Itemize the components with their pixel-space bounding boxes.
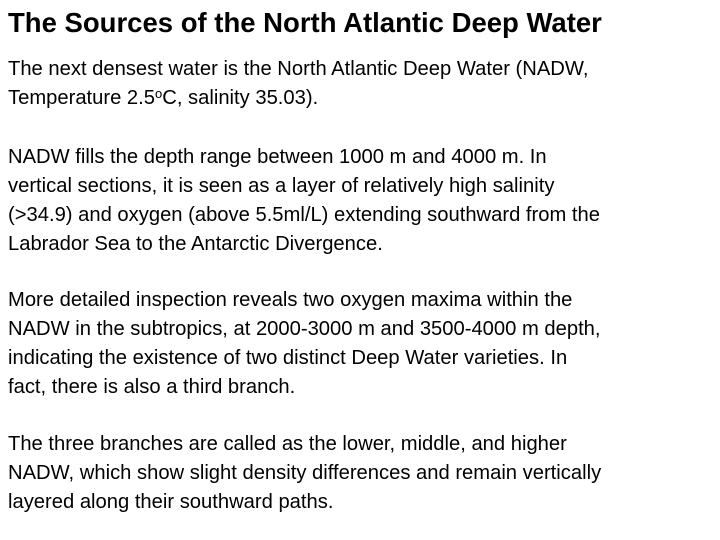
paragraph-line: NADW, which show slight density differences and remain vertically (8, 462, 602, 484)
paragraph-intro (8, 55, 720, 114)
paragraph-line: fact, there is also a third branch. (8, 376, 296, 398)
paragraph-depth-range (8, 143, 720, 259)
paragraph-line: The next densest water is the North Atlantic Deep Water (NADW, (8, 58, 589, 80)
paragraph-line: indicating the existence of two distinct Deep Water varieties. In (8, 347, 568, 369)
paragraph-oxygen-maxima (8, 286, 720, 402)
paragraph-line: vertical sections, it is seen as a layer of relatively high salinity (8, 175, 555, 197)
paragraph-line: (>34.9) and oxygen (above 5.5ml/L) extending southward from the (8, 204, 600, 226)
paragraph-line: NADW in the subtropics, at 2000-3000 m and 3500-4000 m depth, (8, 318, 601, 340)
salinity-text: C, salinity 35.03). (162, 87, 319, 109)
paragraph-three-branches (8, 430, 720, 517)
paragraph-line: Labrador Sea to the Antarctic Divergence. (8, 233, 383, 255)
paragraph-line: More detailed inspection reveals two oxygen maxima within the (8, 289, 573, 311)
temperature-text: Temperature 2.5 (8, 87, 155, 109)
paragraph-line (8, 84, 720, 114)
slide-title: The Sources of the North Atlantic Deep Water (8, 7, 602, 38)
paragraph-line: layered along their southward paths. (8, 491, 334, 513)
degree-superscript: o (155, 86, 163, 101)
paragraph-line: The three branches are called as the lower, middle, and higher (8, 433, 567, 455)
paragraph-line: NADW fills the depth range between 1000 m and 4000 m. In (8, 146, 547, 168)
